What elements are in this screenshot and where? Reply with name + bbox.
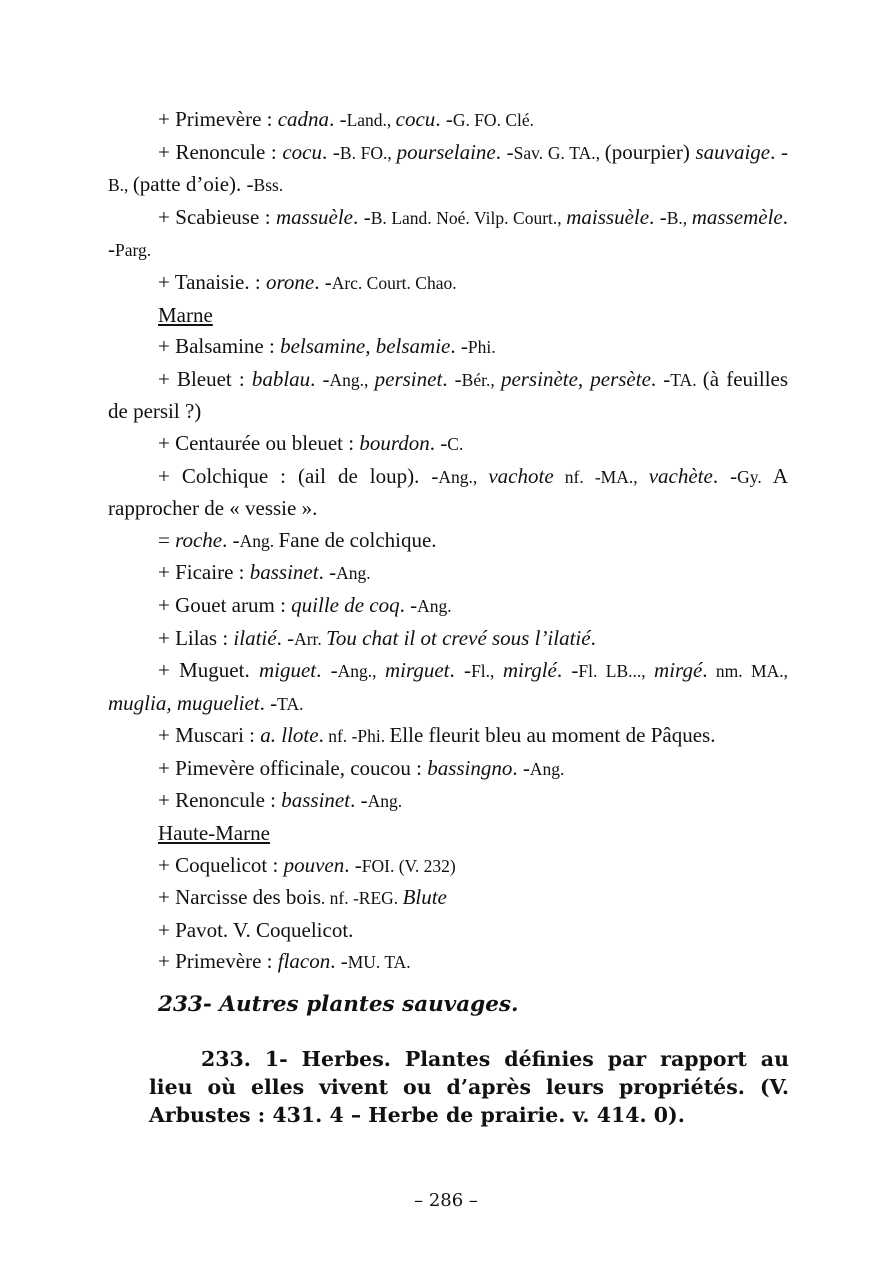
dialect-term: sauvaige: [695, 139, 771, 164]
locality-abbrev: Ang.,: [337, 661, 385, 682]
entry-text: . -: [429, 430, 448, 455]
entry-text: + Primevère :: [158, 949, 278, 974]
glossary-entry: [108, 557, 788, 590]
dialect-term: quille de coq: [291, 592, 400, 617]
locality-abbrev: B.,: [666, 207, 692, 228]
dialect-term: persinet: [374, 366, 443, 391]
glossary-entry: [108, 267, 788, 300]
entry-text: + Ficaire :: [158, 560, 250, 585]
entry-text: . -: [495, 139, 514, 164]
dialect-term: ilatié: [233, 625, 277, 650]
locality-abbrev: Ang.: [239, 530, 279, 551]
dialect-term: bassingno: [427, 755, 513, 780]
entry-text: A rapprocher de « vessie ».: [108, 463, 788, 521]
locality-abbrev: Bss.: [253, 175, 284, 196]
glossary-entry: [108, 655, 788, 720]
glossary-entry: [108, 882, 788, 915]
locality-abbrev: C.: [447, 433, 464, 454]
dialect-term: bassinet: [249, 560, 319, 585]
locality-abbrev: B. Land. Noé. Vilp. Court.,: [370, 207, 567, 228]
glossary-entry: [108, 364, 788, 428]
entry-text: . -: [435, 107, 453, 131]
glossary-entry: [108, 785, 788, 818]
dialect-term: cadna: [277, 107, 330, 131]
glossary-entry: [108, 720, 788, 753]
entry-text: . -: [330, 949, 348, 974]
entry-text: (pourpier): [604, 139, 696, 164]
locality-abbrev: Parg.: [115, 240, 152, 261]
region-heading: Marne: [158, 302, 213, 327]
entry-text: + Lilas :: [158, 625, 234, 650]
entry-text: + Pavot. V. Coquelicot.: [158, 917, 354, 942]
locality-abbrev: Ang.: [367, 791, 403, 812]
entry-text: . -: [322, 139, 340, 164]
locality-abbrev: Ang.: [529, 758, 565, 779]
glossary-entry: [108, 137, 788, 202]
dialect-term: muglia, mugueliet: [108, 690, 260, 715]
dialect-term: mirguet: [384, 658, 450, 683]
dialect-term: maissuèle: [566, 204, 650, 229]
entry-text: . -: [442, 366, 462, 391]
glossary-entry: [108, 915, 788, 947]
locality-abbrev: Ang.: [417, 595, 452, 616]
entry-text: . -: [650, 366, 671, 391]
dialect-term: cocu: [282, 139, 323, 164]
entry-text: + Muscari :: [158, 723, 261, 748]
locality-abbrev: Ang.,: [438, 466, 489, 487]
entry-text: . -: [512, 755, 530, 780]
glossary-entry: [108, 104, 788, 137]
locality-abbrev: FOI. (V. 232): [361, 855, 456, 876]
locality-abbrev: Gy.: [737, 466, 773, 487]
entry-text: Elle fleurit bleu au moment de Pâques.: [389, 723, 716, 748]
locality-abbrev: TA.: [670, 369, 703, 390]
locality-abbrev: Fl.,: [471, 661, 503, 682]
entry-text: =: [158, 527, 176, 552]
entry-text: . -: [450, 334, 468, 359]
dialect-term: cocu: [395, 107, 436, 131]
entry-text: .: [318, 723, 324, 748]
locality-abbrev: Bér.,: [461, 369, 501, 390]
entry-text: . -: [222, 527, 240, 552]
dialect-term: miguet: [258, 658, 317, 683]
locality-abbrev: B.,: [108, 175, 133, 196]
entry-text: + Narcisse des bois: [158, 885, 321, 910]
entry-text: + Gouet arum :: [158, 592, 292, 617]
entry-text: + Pimevère officinale, coucou :: [158, 755, 428, 780]
locality-abbrev: TA.: [277, 693, 304, 714]
dialect-term: belsamine, belsamie: [280, 334, 451, 359]
entry-text: .: [590, 625, 596, 650]
locality-abbrev: . nf. -REG.: [320, 888, 403, 909]
glossary-entry: [108, 331, 788, 364]
glossary-entry: [108, 461, 788, 525]
entry-text: . -: [712, 463, 738, 488]
dialect-term: massemèle: [691, 204, 783, 229]
dialect-term: orone: [265, 269, 315, 294]
entry-text: . -: [556, 658, 579, 683]
glossary-entry: [108, 946, 788, 979]
locality-abbrev: nf. -MA.,: [553, 466, 649, 487]
locality-abbrev: Arc. Court. Chao.: [331, 272, 457, 293]
entry-text: Fane de colchique.: [278, 527, 437, 552]
entry-text: . -: [259, 690, 278, 715]
dialect-term: vachote: [488, 463, 554, 488]
entry-text: . -: [314, 269, 332, 294]
entry-text: . -: [350, 788, 368, 813]
entry-text: . -: [344, 852, 362, 877]
entry-text: . -: [310, 366, 330, 391]
entry-text: + Colchique : (ail de loup). -: [158, 463, 439, 488]
dialect-term: mirglé: [502, 658, 557, 683]
entry-text: . -: [108, 204, 788, 262]
glossary-entry: [108, 623, 788, 656]
dialect-term: mirgé: [654, 658, 703, 683]
entry-text: + Balsamine :: [158, 334, 281, 359]
dialect-term: bassinet: [281, 788, 351, 813]
entry-text: . -: [649, 204, 667, 229]
entry-text: .: [702, 658, 708, 683]
entry-text: . -: [318, 560, 337, 585]
dialect-term: pourselaine: [396, 139, 496, 164]
entry-text: . -: [770, 139, 788, 164]
entry-text: + Renoncule :: [158, 788, 282, 813]
locality-abbrev: Phi.: [467, 337, 496, 358]
entry-text: . -: [353, 204, 371, 229]
page-number: – 286 –: [414, 1190, 478, 1211]
entry-text: + Bleuet :: [158, 366, 252, 391]
entry-text: . -: [316, 658, 338, 683]
dialect-term: massuèle: [276, 204, 353, 229]
locality-abbrev: G. FO. Clé.: [452, 110, 534, 130]
entry-text: + Scabieuse :: [158, 204, 276, 229]
dialect-term: Tou chat il ot crevé sous l’ilatié: [326, 625, 591, 650]
glossary-entry: [108, 590, 788, 623]
region-heading: Haute-Marne: [158, 821, 270, 846]
entry-text: . -: [276, 625, 295, 650]
locality-abbrev: Ang.: [336, 563, 371, 584]
entry-text: + Tanaisie. :: [158, 269, 266, 294]
section-title: 233- Autres plantes sauvages.: [158, 992, 519, 1017]
locality-abbrev: B. FO.,: [339, 142, 397, 163]
locality-abbrev: Arr.: [294, 628, 327, 649]
entry-text: + Muguet.: [158, 658, 259, 683]
entry-text: + Primevère :: [158, 107, 278, 131]
locality-abbrev: MU. TA.: [347, 952, 411, 973]
entry-text: + Centaurée ou bleuet :: [158, 430, 360, 455]
entries-block: [108, 104, 788, 979]
entry-text: + Renoncule :: [158, 139, 283, 164]
entry-text: . -: [399, 592, 418, 617]
glossary-entry: [108, 428, 788, 461]
entry-text: (à feuilles de persil ?): [108, 366, 789, 424]
entry-text: (patte d’oie). -: [132, 172, 254, 197]
dialect-term: Blute: [402, 885, 447, 910]
dialect-term: vachète: [648, 463, 713, 488]
locality-abbrev: Land.,: [346, 110, 396, 130]
glossary-entry: [108, 850, 788, 883]
locality-abbrev: nm. MA.,: [707, 661, 789, 682]
entry-text: . -: [449, 658, 472, 683]
dialect-term: roche: [175, 527, 223, 552]
dialect-term: flacon: [277, 949, 331, 974]
glossary-entry: [108, 202, 788, 267]
glossary-entry: [108, 525, 788, 558]
locality-abbrev: Sav. G. TA.,: [513, 142, 605, 163]
dialect-term: bablau: [251, 366, 311, 391]
dialect-term: pouven: [283, 852, 345, 877]
entry-text: + Coquelicot :: [158, 852, 284, 877]
locality-abbrev: nf. -Phi.: [323, 726, 390, 747]
entry-text: . -: [329, 107, 347, 131]
subsection-title: 233. 1- Herbes. Plantes définies par rapport au lieu où elles vivent ou d’après leurs propriétés. (V. Arbustes : 431. 4 – Herbe de prairie. v. 414. 0).: [149, 1047, 789, 1127]
dialect-term: persinète, persète: [500, 366, 651, 391]
glossary-entry: [108, 753, 788, 786]
locality-abbrev: Ang.,: [329, 369, 375, 390]
locality-abbrev: Fl. LB...,: [578, 661, 655, 682]
dialect-term: bourdon: [359, 430, 430, 455]
dialect-term: a. llote: [260, 723, 319, 748]
